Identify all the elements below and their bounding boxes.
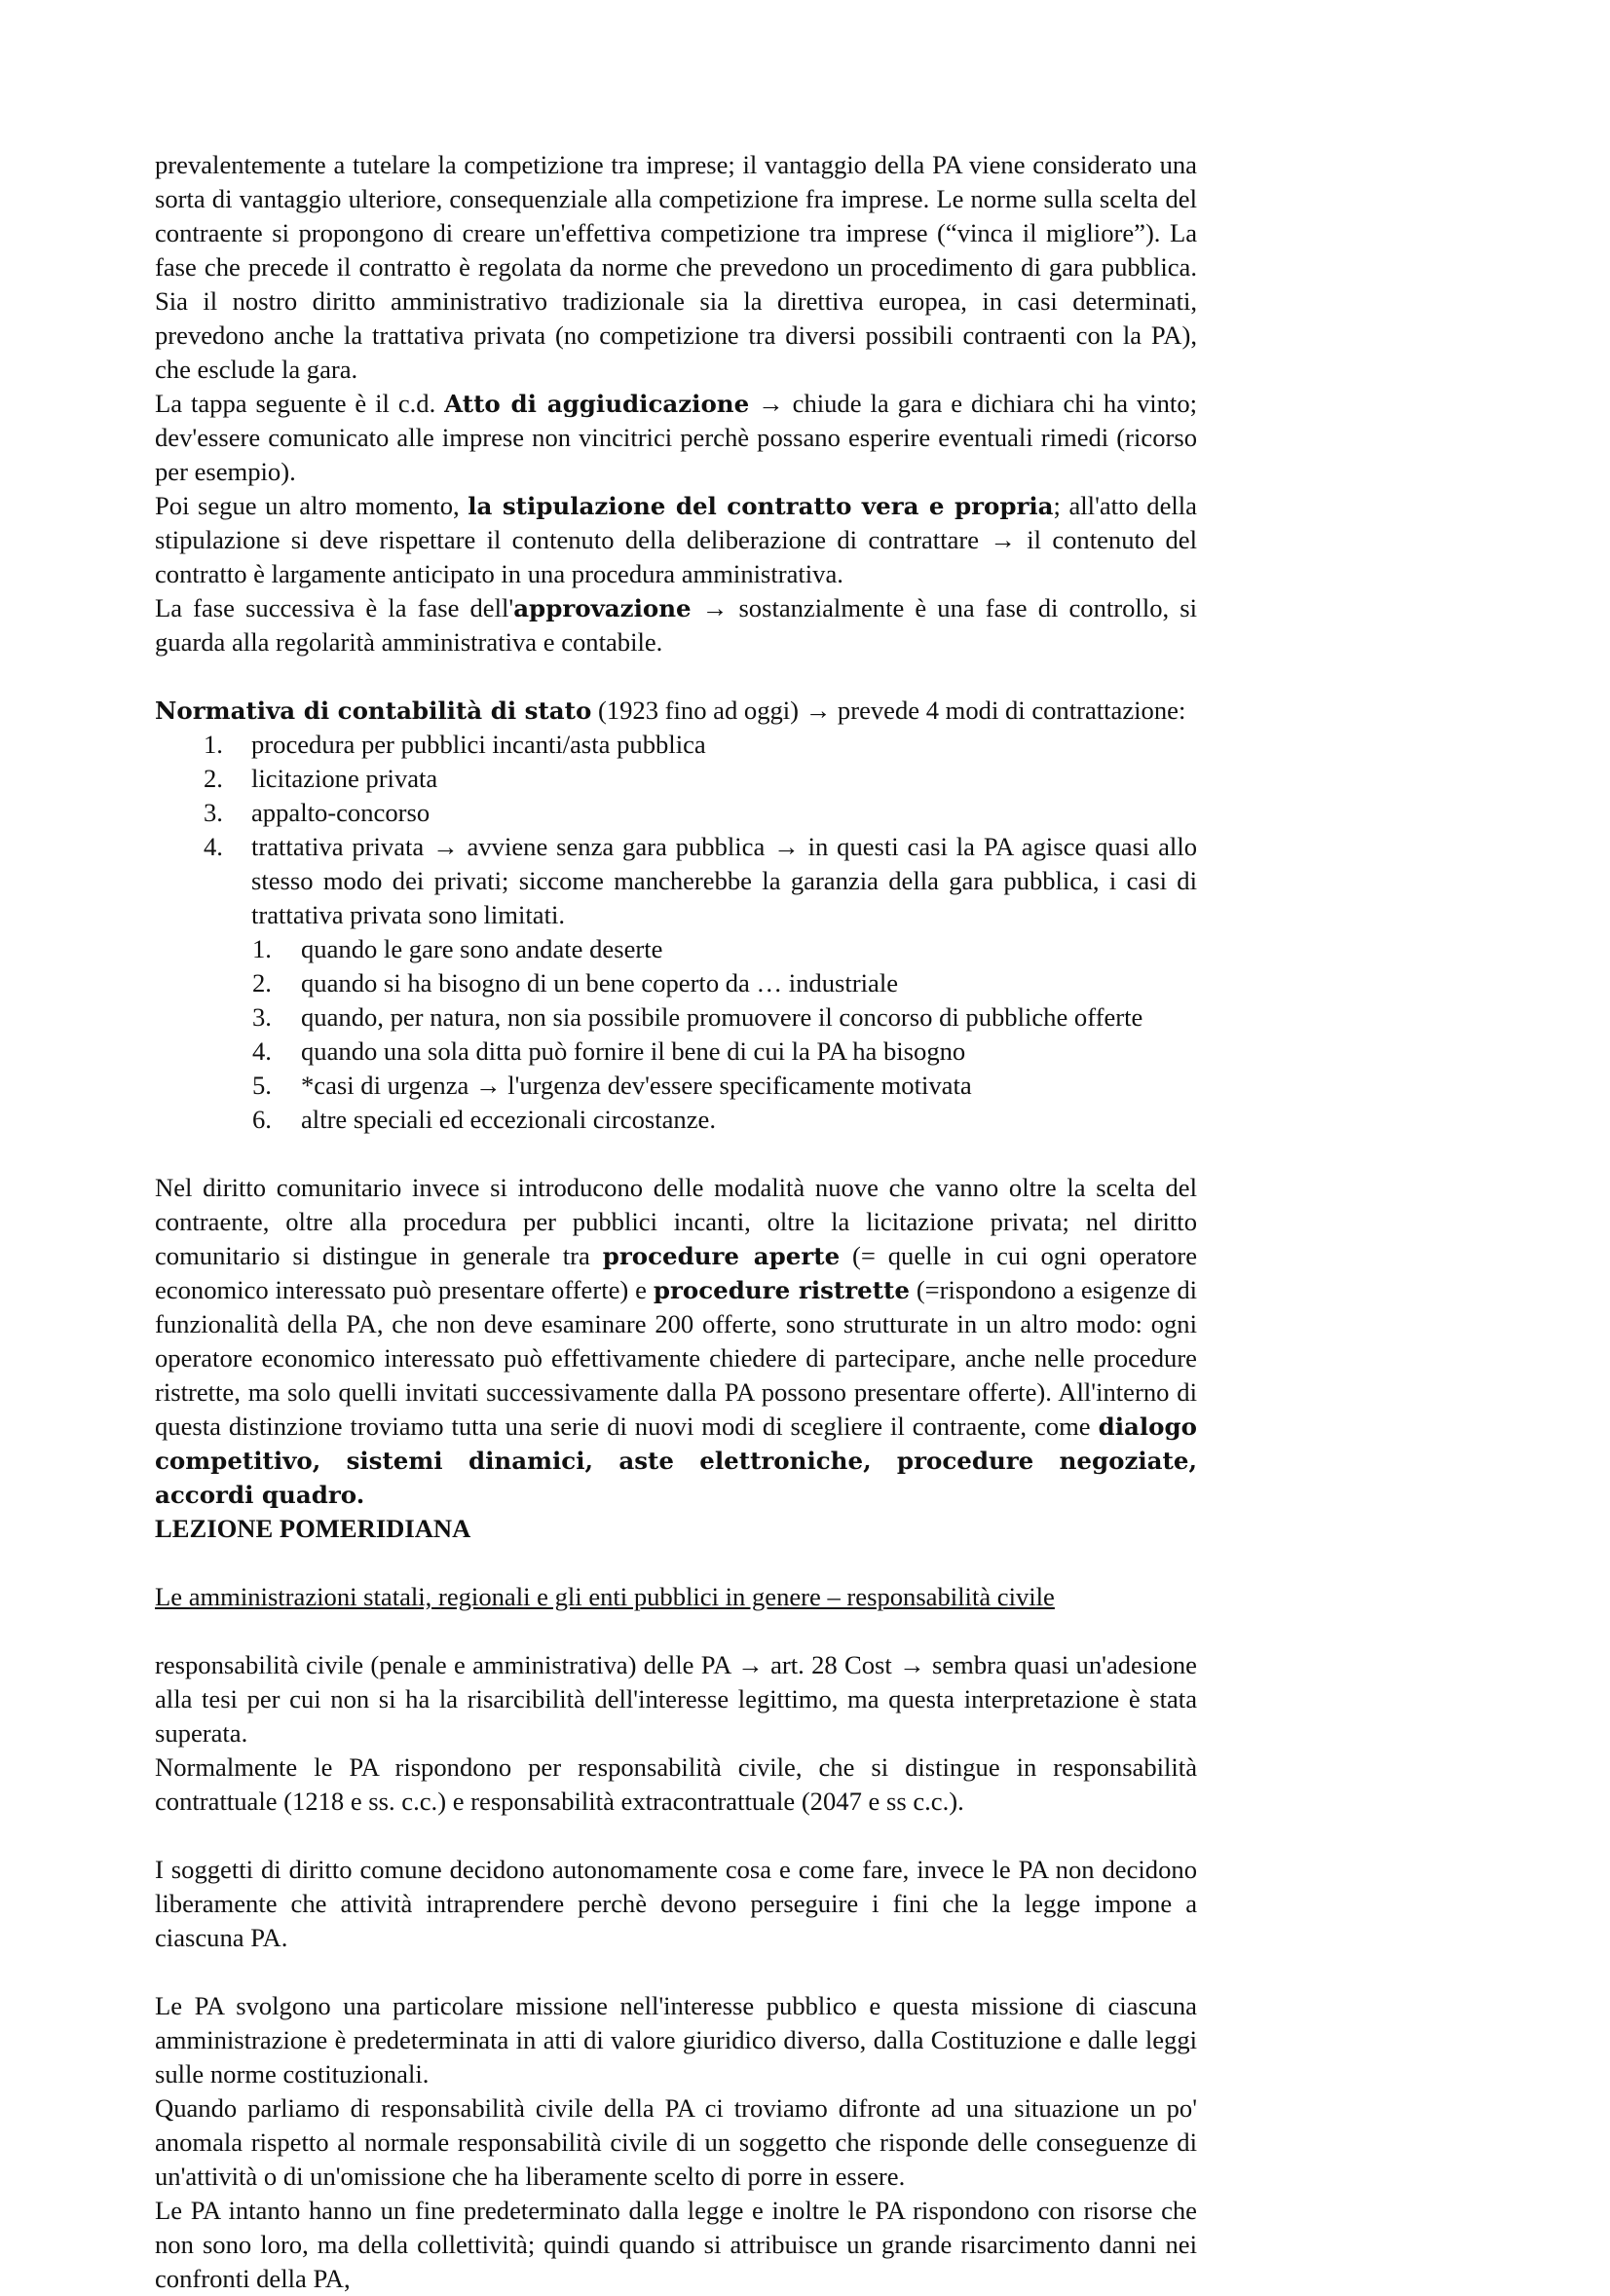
list-item: 4. trattativa privata → avviene senza gara pubblica → in questi casi la PA agisce quasi allo stesso modo dei privati; siccome mancherebbe la garanzia della gara pubblica, i casi di trattativa privata sono limitati. 1. quando le gare sono andate deserte 2. quando si ha bisogno di un bene coperto da … industriale 3. quando, per natura, non sia possibile promuovere il concorso di pubbliche offerte 4. quando una sola ditta può fornire il bene di cui la PA ha bisogno 5. *casi di urgenza → l'urgenza dev'essere specificamente motivata 6. altre speciali ed eccezionali circostanze. [155, 830, 1197, 1137]
paragraph: Nel diritto comunitario invece si introducono delle modalità nuove che vanno oltre la scelta del contraente, oltre alla procedura per pubblici incanti, oltre la licitazione privata; nel diritto comunitario si distingue in generale tra procedure aperte (= quelle in cui ogni operatore economico interessato può presentare offerte) e procedure ristrette (=rispondono a esigenze di funzionalità della PA, che non deve esaminare 200 offerte, sono strutturate in un altro modo: ogni operatore economico interessato può effettivamente chiedere di partecipare, anche nelle procedure ristrette, ma solo quelli invitati successivamente dalla PA possono presentare offerte). All'interno di questa distinzione troviamo tutta una serie di nuovi modi di scegliere il contraente, come dialogo competitivo, sistemi dinamici, aste elettroniche, procedure negoziate, accordi quadro. [155, 1173, 1198, 1509]
nested-list [155, 932, 1197, 1137]
paragraph: responsabilità civile (penale e amministrativa) delle PA → art. 28 Cost → sembra quasi un'adesione alla tesi per cui non si ha la risarcibilità dell'interesse legittimo, ma questa interpretazione è stata superata. [155, 1650, 1197, 1748]
paragraph: Poi segue un altro momento, la stipulazione del contratto vera e propria; all'atto della stipulazione si deve rispettare il contenuto della deliberazione di contrattare → il contenuto del contratto è largamente anticipato in una procedura amministrativa. [155, 491, 1197, 588]
bold-term: approvazione [513, 594, 692, 622]
section-subheading: Le amministrazioni statali, regionali e gli enti pubblici in genere – responsabilità civile [155, 1582, 1055, 1611]
list-item: 5. *casi di urgenza → l'urgenza dev'essere specificamente motivata [252, 1071, 972, 1100]
bold-term: Normativa di contabilità di stato [155, 696, 592, 725]
section-heading: LEZIONE POMERIDIANA [155, 1514, 471, 1543]
paragraph: prevalentemente a tutelare la competizione tra imprese; il vantaggio della PA viene considerato una sorta di vantaggio ulteriore, consequenziale alla competizione fra imprese. Le norme sulla scelta del contraente si propongono di creare un'effettiva competizione tra imprese (“vinca il migliore”). La fase che precede il contratto è regolata da norme che prevedono un procedimento di gara pubblica. Sia il nostro diritto amministrativo tradizionale sia la direttiva europea, in casi determinati, prevedono anche la trattativa privata (no competizione tra diversi possibili contraenti con la PA), che esclude la gara. [155, 150, 1197, 384]
list-item: 1. quando le gare sono andate deserte [252, 934, 663, 963]
bold-term: Atto di aggiudicazione [444, 390, 750, 418]
bold-term: la stipulazione del contratto vera e propria [468, 492, 1054, 520]
list-item: 3. quando, per natura, non sia possibile promuovere il concorso di pubbliche offerte [252, 1002, 1143, 1032]
paragraph: Le PA intanto hanno un fine predeterminato dalla legge e inoltre le PA rispondono con risorse che non sono loro, ma della collettività; quindi quando si attribuisce un grande risarcimento danni nei confronti della PA, [155, 2196, 1197, 2293]
paragraph: Normativa di contabilità di stato (1923 fino ad oggi) → prevede 4 modi di contrattazione: [155, 696, 1186, 725]
list-item: 3. appalto-concorso [204, 798, 431, 827]
paragraph: Le PA svolgono una particolare missione nell'interesse pubblico e questa missione di ciascuna amministrazione è predeterminata in atti di valore giuridico diverso, dalla Costituzione e dalle leggi sulle norme costituzionali. [155, 1991, 1197, 2089]
bold-term: procedure aperte [602, 1242, 841, 1270]
paragraph: Quando parliamo di responsabilità civile della PA ci troviamo difronte ad una situazione un po' anomala rispetto al normale responsabilità civile di un soggetto che risponde delle conseguenze di un'attività o di un'omissione che ha liberamente scelto di porre in essere. [155, 2093, 1197, 2191]
list-item: 2. licitazione privata [204, 764, 438, 793]
paragraph: La fase successiva è la fase dell'approvazione → sostanzialmente è una fase di controllo, si guarda alla regolarità amministrativa e contabile. [155, 593, 1197, 657]
paragraph: Normalmente le PA rispondono per responsabilità civile, che si distingue in responsabilità contrattuale (1218 e ss. c.c.) e responsabilità extracontrattuale (2047 e ss c.c.). [155, 1752, 1197, 1816]
list-item: 6. altre speciali ed eccezionali circostanze. [252, 1105, 716, 1134]
paragraph: La tappa seguente è il c.d. Atto di aggiudicazione → chiude la gara e dichiara chi ha vinto; dev'essere comunicato alle imprese non vincitrici perchè possano esperire eventuali rimedi (ricorso per esempio). [155, 389, 1198, 486]
bold-term: dialogo competitivo, sistemi dinamici, aste elettroniche, procedure negoziate, accordi quadro. [155, 1412, 1197, 1509]
list-item: 2. quando si ha bisogno di un bene coperto da … industriale [252, 968, 899, 997]
list-item: 4. quando una sola ditta può fornire il bene di cui la PA ha bisogno [252, 1036, 966, 1066]
list-item: 1. procedura per pubblici incanti/asta pubblica [204, 730, 706, 759]
numbered-list [155, 728, 1197, 1137]
document-page [155, 148, 1197, 2296]
paragraph: I soggetti di diritto comune decidono autonomamente cosa e come fare, invece le PA non decidono liberamente che attività intraprendere perchè devono perseguire i fini che la legge impone a ciascuna PA. [155, 1855, 1197, 1952]
bold-term: procedure ristrette [653, 1276, 910, 1304]
